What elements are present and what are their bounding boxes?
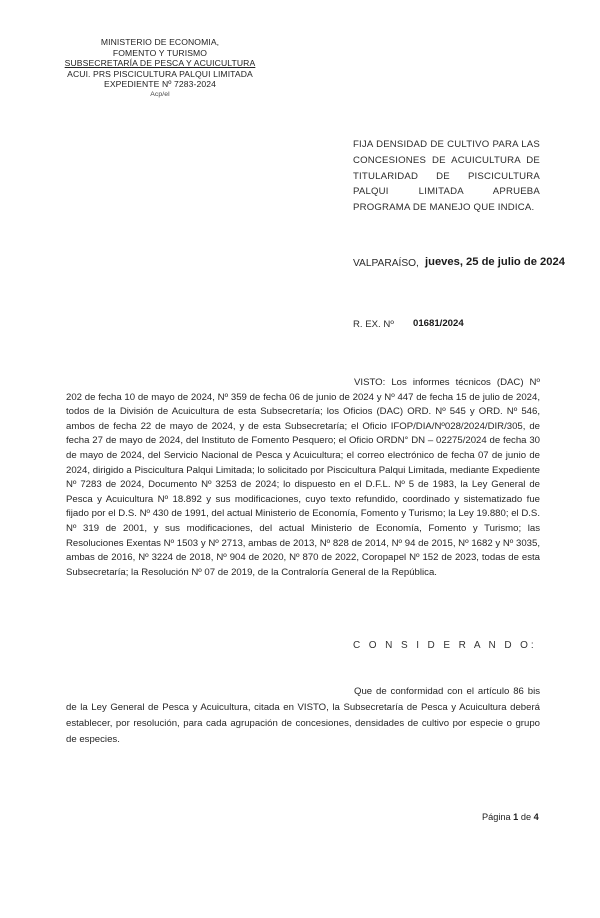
resolution-date: jueves, 25 de julio de 2024 [425,256,565,268]
page-label: Página [482,812,511,822]
visto-paragraph: VISTO: Los informes técnicos (DAC) Nº 202 de fecha 10 de mayo de 2024, Nº 359 de fecha 06 de junio de 2024 y Nº 447 de fecha 15 de julio de 2024, todos de la División de Acuicultura de esta Subsecretaría; los Oficios (DAC) ORD. Nº 545 y ORD. Nº 546, ambos de fecha 22 de mayo de 2024, y de esta Subsecretaría; el Oficio IFOP/DIA/Nº028/2024/DIR/305, de fecha 27 de mayo de 2024, del Instituto de Fomento Pesquero; el Oficio ORDN° DN – 02275/2024 de fecha 30 de mayo de 2024, del Servicio Nacional de Pesca y Acuicultura; el correo electrónico de fecha 07 de junio de 2024, dirigido a Piscicultura Palqui Limitada; lo solicitado por Piscicultura Palqui Limitada, mediante Expediente Nº 7283 de 2024, Documento Nº 3253 de 2024; lo dispuesto en el D.F.L. Nº 5 de 1983, la Ley General de Pesca y Acuicultura Nº 18.892 y sus modificaciones, cuyo texto refundido, coordinado y sistematizado fue fijado por el D.S. Nº 430 de 1991, del actual Ministerio de Economía, Fomento y Turismo; la Ley 19.880; el D.S. Nº 319 de 2001, y sus modificaciones, del actual Ministerio de Economía, Fomento y Turismo; las Resoluciones Exentas Nº 1503 y Nº 2713, ambas de 2013, Nº 828 de 2014, Nº 94 de 2015, Nº 1682 y Nº 3035, ambas de 2016, Nº 3224 de 2018, Nº 904 de 2020, Nº 870 de 2022, Coropapel Nº 152 de 2023, todas de esta Subsecretaría; la Resolución Nº 07 de 2019, de la Contraloría General de la República. [66,377,540,578]
document-header [40,37,280,100]
header-subsecretaria: SUBSECRETARÍA DE PESCA Y ACUICULTURA [64,58,256,68]
header-company: ACUI. PRS PISCICULTURA PALQUI LIMITADA [67,68,253,79]
header-ministry: MINISTERIO DE ECONOMIA, [100,37,220,47]
header-ministry-2: FOMENTO Y TURISMO [112,47,208,58]
considerando-paragraph-1: Que de conformidad con el artículo 86 bis de la Ley General de Pesca y Acuicultura, citada en VISTO, la Subsecretaría de Pesca y Acuicultura deberá establecer, por resolución, para cada agrupación de concesiones, densidades de cultivo por especie o grupo de especies. [66,686,540,745]
header-expediente: EXPEDIENTE Nº 7283-2024 [104,79,216,89]
page-indicator [482,812,539,822]
rex-number: 01681/2024 [413,318,464,329]
place-label: VALPARAÍSO, [353,258,419,269]
considerando-heading: C O N S I D E R A N D O: [353,640,537,651]
rex-label: R. EX. Nº [353,319,394,330]
page-total: 4 [533,812,539,822]
header-initials: Acp/el [150,90,170,98]
resolution-title: FIJA DENSIDAD DE CULTIVO PARA LAS CONCESIONES DE ACUICULTURA DE TITULARIDAD DE PISCICULTURA PALQUI LIMITADA APRUEBA PROGRAMA DE MANEJO QUE INDICA. [353,139,540,214]
page-of-label: de [520,812,532,822]
page-number: 1 [513,812,519,822]
